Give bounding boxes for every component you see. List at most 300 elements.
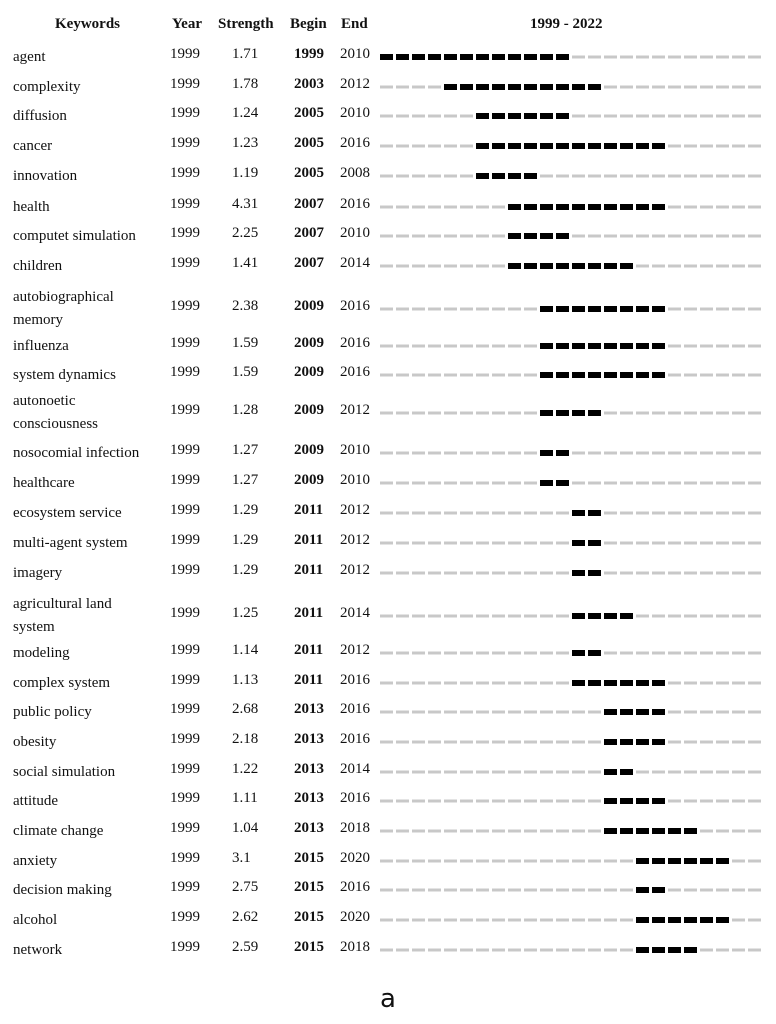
baseline-segment bbox=[492, 374, 505, 377]
burst-segment bbox=[636, 887, 649, 893]
burst-segment bbox=[524, 143, 537, 149]
baseline-segment bbox=[444, 919, 457, 922]
baseline-segment bbox=[524, 374, 537, 377]
baseline-segment bbox=[684, 175, 697, 178]
baseline-segment bbox=[428, 175, 441, 178]
burst-segment bbox=[556, 480, 569, 486]
baseline-segment bbox=[380, 86, 393, 89]
baseline-segment bbox=[748, 771, 761, 774]
baseline-segment bbox=[716, 115, 729, 118]
burst-segment bbox=[604, 204, 617, 210]
begin-cell: 2013 bbox=[294, 820, 324, 836]
baseline-segment bbox=[748, 830, 761, 833]
baseline-segment bbox=[700, 741, 713, 744]
burst-segment bbox=[620, 306, 633, 312]
baseline-segment bbox=[716, 652, 729, 655]
baseline-segment bbox=[540, 800, 553, 803]
burst-segment bbox=[540, 450, 553, 456]
baseline-segment bbox=[460, 572, 473, 575]
baseline-segment bbox=[508, 572, 521, 575]
burst-segment bbox=[540, 306, 553, 312]
begin-cell: 2015 bbox=[294, 850, 324, 866]
year-cell: 1999 bbox=[170, 879, 200, 895]
baseline-segment bbox=[668, 56, 681, 59]
baseline-segment bbox=[748, 949, 761, 952]
baseline-segment bbox=[668, 652, 681, 655]
baseline-segment bbox=[716, 86, 729, 89]
burst-segment bbox=[588, 570, 601, 576]
baseline-segment bbox=[620, 652, 633, 655]
baseline-segment bbox=[588, 919, 601, 922]
baseline-segment bbox=[748, 682, 761, 685]
burst-segment bbox=[588, 510, 601, 516]
baseline-segment bbox=[668, 308, 681, 311]
baseline-segment bbox=[716, 145, 729, 148]
baseline-segment bbox=[652, 615, 665, 618]
baseline-segment bbox=[604, 482, 617, 485]
end-cell: 2008 bbox=[340, 165, 370, 181]
baseline-segment bbox=[684, 308, 697, 311]
year-cell: 1999 bbox=[170, 850, 200, 866]
strength-cell: 4.31 bbox=[232, 196, 259, 212]
baseline-segment bbox=[428, 652, 441, 655]
baseline-segment bbox=[412, 452, 425, 455]
baseline-segment bbox=[620, 452, 633, 455]
baseline-segment bbox=[732, 682, 745, 685]
baseline-segment bbox=[668, 615, 681, 618]
year-cell: 1999 bbox=[170, 502, 200, 518]
baseline-segment bbox=[540, 682, 553, 685]
baseline-segment bbox=[732, 206, 745, 209]
baseline-segment bbox=[412, 711, 425, 714]
baseline-segment bbox=[716, 235, 729, 238]
baseline-segment bbox=[748, 345, 761, 348]
burst-segment bbox=[604, 798, 617, 804]
baseline-segment bbox=[588, 860, 601, 863]
burst-segment bbox=[540, 343, 553, 349]
burst-segment bbox=[620, 204, 633, 210]
baseline-segment bbox=[524, 919, 537, 922]
baseline-segment bbox=[460, 919, 473, 922]
keyword-cell: imagery bbox=[13, 565, 63, 581]
baseline-segment bbox=[540, 711, 553, 714]
baseline-segment bbox=[492, 889, 505, 892]
baseline-segment bbox=[636, 86, 649, 89]
baseline-segment bbox=[428, 889, 441, 892]
baseline-segment bbox=[572, 949, 585, 952]
baseline-segment bbox=[668, 682, 681, 685]
burst-segment bbox=[572, 143, 585, 149]
baseline-segment bbox=[380, 771, 393, 774]
strength-cell: 1.27 bbox=[232, 442, 259, 458]
baseline-segment bbox=[700, 771, 713, 774]
strength-cell: 1.22 bbox=[232, 761, 259, 777]
baseline-segment bbox=[380, 800, 393, 803]
burst-segment bbox=[604, 372, 617, 378]
end-cell: 2014 bbox=[340, 605, 370, 621]
baseline-segment bbox=[684, 235, 697, 238]
baseline-segment bbox=[508, 652, 521, 655]
end-cell: 2010 bbox=[340, 46, 370, 62]
baseline-segment bbox=[668, 482, 681, 485]
baseline-segment bbox=[444, 949, 457, 952]
baseline-segment bbox=[732, 115, 745, 118]
strength-cell: 1.59 bbox=[232, 364, 259, 380]
burst-segment bbox=[460, 54, 473, 60]
baseline-segment bbox=[444, 235, 457, 238]
baseline-segment bbox=[428, 345, 441, 348]
keyword-cell: complexity bbox=[13, 79, 81, 95]
burst-segment bbox=[492, 84, 505, 90]
baseline-segment bbox=[444, 512, 457, 515]
strength-cell: 1.13 bbox=[232, 672, 259, 688]
baseline-segment bbox=[396, 115, 409, 118]
baseline-segment bbox=[508, 682, 521, 685]
baseline-segment bbox=[636, 652, 649, 655]
baseline-segment bbox=[476, 206, 489, 209]
burst-segment bbox=[636, 204, 649, 210]
burst-segment bbox=[540, 233, 553, 239]
burst-segment bbox=[524, 263, 537, 269]
burst-segment bbox=[412, 54, 425, 60]
baseline-segment bbox=[604, 919, 617, 922]
baseline-segment bbox=[444, 771, 457, 774]
year-cell: 1999 bbox=[170, 442, 200, 458]
baseline-segment bbox=[380, 482, 393, 485]
baseline-segment bbox=[748, 652, 761, 655]
baseline-segment bbox=[540, 830, 553, 833]
baseline-segment bbox=[412, 542, 425, 545]
year-cell: 1999 bbox=[170, 196, 200, 212]
keyword-cell: climate change bbox=[13, 823, 104, 839]
baseline-segment bbox=[380, 345, 393, 348]
burst-segment bbox=[700, 858, 713, 864]
baseline-segment bbox=[732, 374, 745, 377]
burst-segment bbox=[476, 84, 489, 90]
begin-cell: 2011 bbox=[294, 672, 324, 688]
baseline-segment bbox=[524, 482, 537, 485]
baseline-segment bbox=[476, 345, 489, 348]
burst-segment bbox=[572, 372, 585, 378]
baseline-segment bbox=[540, 741, 553, 744]
baseline-segment bbox=[428, 374, 441, 377]
burst-segment bbox=[476, 173, 489, 179]
strength-cell: 2.75 bbox=[232, 879, 259, 895]
end-cell: 2016 bbox=[340, 701, 370, 717]
begin-cell: 2007 bbox=[294, 196, 324, 212]
baseline-segment bbox=[700, 452, 713, 455]
baseline-segment bbox=[652, 542, 665, 545]
burst-segment bbox=[604, 143, 617, 149]
end-cell: 2016 bbox=[340, 335, 370, 351]
burst-segment bbox=[540, 263, 553, 269]
baseline-segment bbox=[412, 206, 425, 209]
baseline-segment bbox=[732, 482, 745, 485]
baseline-segment bbox=[748, 86, 761, 89]
baseline-segment bbox=[476, 482, 489, 485]
baseline-segment bbox=[428, 919, 441, 922]
baseline-segment bbox=[748, 741, 761, 744]
baseline-segment bbox=[412, 235, 425, 238]
baseline-segment bbox=[572, 482, 585, 485]
baseline-segment bbox=[492, 482, 505, 485]
baseline-segment bbox=[668, 572, 681, 575]
baseline-segment bbox=[540, 615, 553, 618]
baseline-segment bbox=[396, 860, 409, 863]
end-cell: 2016 bbox=[340, 731, 370, 747]
baseline-segment bbox=[412, 741, 425, 744]
burst-segment bbox=[476, 143, 489, 149]
baseline-segment bbox=[428, 145, 441, 148]
burst-segment bbox=[380, 54, 393, 60]
burst-segment bbox=[652, 709, 665, 715]
end-cell: 2016 bbox=[340, 298, 370, 314]
burst-segment bbox=[572, 540, 585, 546]
baseline-segment bbox=[604, 412, 617, 415]
baseline-segment bbox=[508, 830, 521, 833]
baseline-segment bbox=[556, 919, 569, 922]
baseline-segment bbox=[604, 115, 617, 118]
baseline-segment bbox=[412, 652, 425, 655]
baseline-segment bbox=[620, 512, 633, 515]
year-cell: 1999 bbox=[170, 672, 200, 688]
burst-segment bbox=[684, 947, 697, 953]
baseline-segment bbox=[748, 860, 761, 863]
burst-segment bbox=[524, 113, 537, 119]
baseline-segment bbox=[700, 345, 713, 348]
begin-cell: 2007 bbox=[294, 255, 324, 271]
baseline-segment bbox=[700, 235, 713, 238]
header-year-range: 1999 - 2022 bbox=[530, 16, 603, 32]
baseline-segment bbox=[412, 800, 425, 803]
baseline-segment bbox=[732, 889, 745, 892]
baseline-segment bbox=[684, 374, 697, 377]
header-end: End bbox=[341, 16, 368, 32]
baseline-segment bbox=[396, 682, 409, 685]
burst-segment bbox=[556, 113, 569, 119]
baseline-segment bbox=[556, 615, 569, 618]
header-year: Year bbox=[172, 16, 202, 32]
baseline-segment bbox=[428, 949, 441, 952]
baseline-segment bbox=[604, 889, 617, 892]
baseline-segment bbox=[684, 115, 697, 118]
burst-segment bbox=[604, 680, 617, 686]
baseline-segment bbox=[492, 800, 505, 803]
baseline-segment bbox=[572, 771, 585, 774]
baseline-segment bbox=[604, 860, 617, 863]
baseline-segment bbox=[668, 741, 681, 744]
baseline-segment bbox=[604, 175, 617, 178]
baseline-segment bbox=[748, 56, 761, 59]
baseline-segment bbox=[524, 542, 537, 545]
baseline-segment bbox=[412, 830, 425, 833]
baseline-segment bbox=[732, 542, 745, 545]
year-cell: 1999 bbox=[170, 402, 200, 418]
begin-cell: 2005 bbox=[294, 105, 324, 121]
baseline-segment bbox=[412, 374, 425, 377]
burst-segment bbox=[604, 828, 617, 834]
burst-segment bbox=[396, 54, 409, 60]
baseline-segment bbox=[556, 771, 569, 774]
baseline-segment bbox=[620, 542, 633, 545]
baseline-segment bbox=[748, 175, 761, 178]
baseline-segment bbox=[476, 512, 489, 515]
baseline-segment bbox=[524, 572, 537, 575]
baseline-segment bbox=[396, 482, 409, 485]
baseline-segment bbox=[556, 830, 569, 833]
burst-segment bbox=[652, 739, 665, 745]
end-cell: 2020 bbox=[340, 850, 370, 866]
baseline-segment bbox=[652, 56, 665, 59]
baseline-segment bbox=[716, 345, 729, 348]
year-cell: 1999 bbox=[170, 335, 200, 351]
baseline-segment bbox=[636, 771, 649, 774]
baseline-segment bbox=[748, 615, 761, 618]
baseline-segment bbox=[460, 711, 473, 714]
keyword-cell: obesity bbox=[13, 734, 57, 750]
burst-segment bbox=[556, 410, 569, 416]
year-cell: 1999 bbox=[170, 298, 200, 314]
burst-segment bbox=[508, 113, 521, 119]
baseline-segment bbox=[588, 115, 601, 118]
baseline-segment bbox=[636, 235, 649, 238]
burst-segment bbox=[508, 263, 521, 269]
burst-segment bbox=[620, 828, 633, 834]
baseline-segment bbox=[476, 374, 489, 377]
baseline-segment bbox=[476, 860, 489, 863]
year-cell: 1999 bbox=[170, 790, 200, 806]
burst-segment bbox=[620, 372, 633, 378]
baseline-segment bbox=[604, 56, 617, 59]
year-cell: 1999 bbox=[170, 105, 200, 121]
baseline-segment bbox=[380, 949, 393, 952]
baseline-segment bbox=[412, 482, 425, 485]
strength-cell: 1.29 bbox=[232, 562, 259, 578]
baseline-segment bbox=[572, 175, 585, 178]
baseline-segment bbox=[556, 682, 569, 685]
baseline-segment bbox=[396, 542, 409, 545]
baseline-segment bbox=[476, 412, 489, 415]
keyword-cell: decision making bbox=[13, 882, 112, 898]
baseline-segment bbox=[700, 711, 713, 714]
strength-cell: 2.62 bbox=[232, 909, 259, 925]
begin-cell: 2013 bbox=[294, 701, 324, 717]
baseline-segment bbox=[508, 771, 521, 774]
baseline-segment bbox=[748, 206, 761, 209]
baseline-segment bbox=[700, 145, 713, 148]
baseline-segment bbox=[732, 145, 745, 148]
baseline-segment bbox=[540, 572, 553, 575]
strength-cell: 1.19 bbox=[232, 165, 259, 181]
baseline-segment bbox=[492, 412, 505, 415]
burst-segment bbox=[444, 84, 457, 90]
burst-segment bbox=[716, 917, 729, 923]
baseline-segment bbox=[428, 771, 441, 774]
burst-segment bbox=[652, 143, 665, 149]
baseline-segment bbox=[412, 308, 425, 311]
burst-segment bbox=[652, 343, 665, 349]
burst-segment bbox=[652, 680, 665, 686]
begin-cell: 2007 bbox=[294, 225, 324, 241]
burst-segment bbox=[588, 84, 601, 90]
baseline-segment bbox=[508, 308, 521, 311]
strength-cell: 1.11 bbox=[232, 790, 258, 806]
burst-segment bbox=[652, 917, 665, 923]
burst-segment bbox=[652, 204, 665, 210]
baseline-segment bbox=[636, 452, 649, 455]
strength-cell: 1.23 bbox=[232, 135, 259, 151]
baseline-segment bbox=[524, 830, 537, 833]
baseline-segment bbox=[524, 771, 537, 774]
baseline-segment bbox=[636, 412, 649, 415]
baseline-segment bbox=[508, 889, 521, 892]
burst-segment bbox=[652, 887, 665, 893]
burst-segment bbox=[620, 343, 633, 349]
strength-cell: 3.1 bbox=[232, 850, 251, 866]
strength-cell: 2.59 bbox=[232, 939, 259, 955]
baseline-segment bbox=[380, 175, 393, 178]
baseline-segment bbox=[380, 652, 393, 655]
end-cell: 2014 bbox=[340, 255, 370, 271]
baseline-segment bbox=[716, 830, 729, 833]
keyword-cell: autobiographical memory bbox=[13, 289, 114, 328]
keyword-cell: alcohol bbox=[13, 912, 58, 928]
baseline-segment bbox=[748, 482, 761, 485]
year-cell: 1999 bbox=[170, 225, 200, 241]
baseline-segment bbox=[684, 265, 697, 268]
baseline-segment bbox=[396, 308, 409, 311]
year-cell: 1999 bbox=[170, 532, 200, 548]
baseline-segment bbox=[428, 512, 441, 515]
baseline-segment bbox=[396, 412, 409, 415]
burst-segment bbox=[636, 739, 649, 745]
baseline-segment bbox=[684, 145, 697, 148]
burst-segment bbox=[684, 828, 697, 834]
begin-cell: 2015 bbox=[294, 939, 324, 955]
burst-segment bbox=[588, 613, 601, 619]
burst-segment bbox=[620, 798, 633, 804]
baseline-segment bbox=[636, 615, 649, 618]
baseline-segment bbox=[716, 206, 729, 209]
baseline-segment bbox=[732, 919, 745, 922]
baseline-segment bbox=[492, 741, 505, 744]
baseline-segment bbox=[588, 452, 601, 455]
end-cell: 2010 bbox=[340, 225, 370, 241]
baseline-segment bbox=[668, 711, 681, 714]
begin-cell: 2009 bbox=[294, 442, 324, 458]
baseline-segment bbox=[668, 345, 681, 348]
burst-segment bbox=[508, 233, 521, 239]
baseline-segment bbox=[460, 682, 473, 685]
end-cell: 2016 bbox=[340, 790, 370, 806]
baseline-segment bbox=[668, 771, 681, 774]
baseline-segment bbox=[380, 741, 393, 744]
baseline-segment bbox=[748, 308, 761, 311]
baseline-segment bbox=[684, 206, 697, 209]
baseline-segment bbox=[508, 615, 521, 618]
baseline-segment bbox=[508, 452, 521, 455]
baseline-segment bbox=[428, 860, 441, 863]
end-cell: 2012 bbox=[340, 562, 370, 578]
burst-segment bbox=[540, 54, 553, 60]
baseline-segment bbox=[444, 800, 457, 803]
baseline-segment bbox=[572, 115, 585, 118]
baseline-segment bbox=[716, 308, 729, 311]
baseline-segment bbox=[460, 175, 473, 178]
baseline-segment bbox=[556, 860, 569, 863]
baseline-segment bbox=[508, 949, 521, 952]
burst-segment bbox=[604, 739, 617, 745]
